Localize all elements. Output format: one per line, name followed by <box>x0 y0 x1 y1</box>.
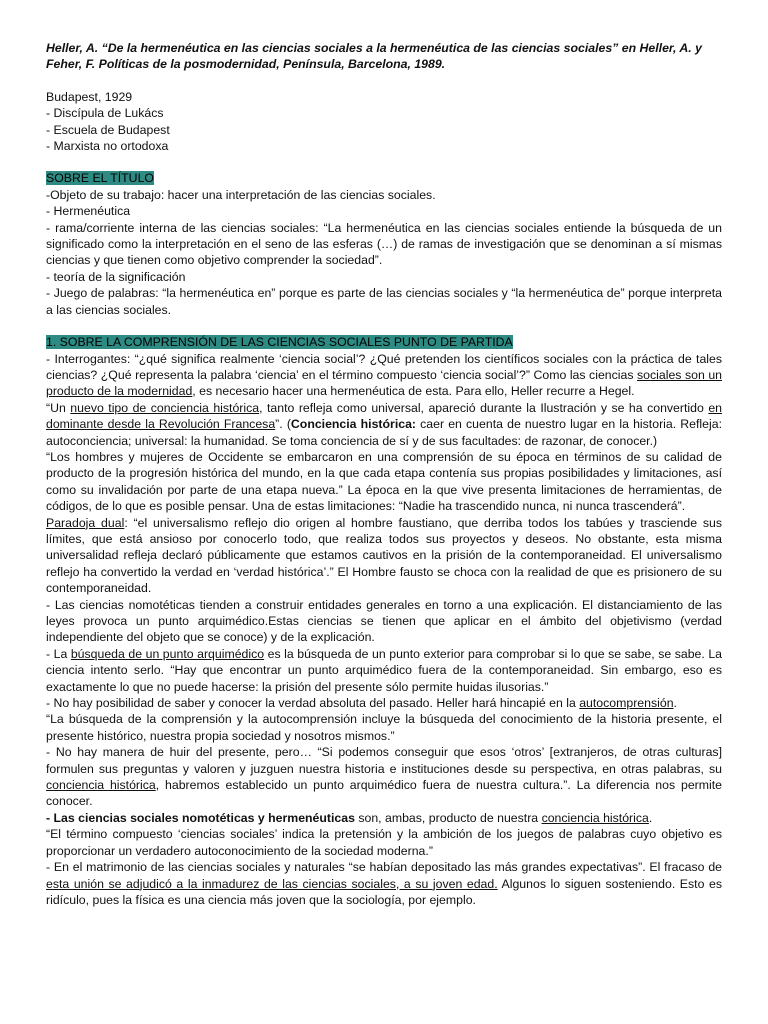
underlined-text: nuevo tipo de conciencia histórica <box>70 400 260 415</box>
text-run: Algunos lo siguen sosteniendo. Esto es ridículo, pues la física es una ciencia más joven que la sociología, por ejemplo. <box>46 876 722 907</box>
underlined-text: sociales son un producto de la modernidad <box>46 367 722 399</box>
paragraph <box>46 695 722 711</box>
bibliographic-reference: Heller, A. “De la hermenéutica en las ciencias sociales a la hermenéutica de las ciencias sociales” en Heller, A. y Feher, F. Políticas de la posmodernidad, Península, Barcelona, 1989. <box>46 41 702 72</box>
paragraph: - Las ciencias nomotéticas tienden a construir entidades generales en torno a una explicación. El distanciamiento de las leyes provoca un punto arquimédico.Estas ciencias se tienen que aplicar en el ámbito del objetivismo (verdad independiente del objeto que se conoce) y de la explicación. <box>46 597 722 645</box>
paragraph <box>46 744 722 810</box>
text-run: . <box>673 696 677 711</box>
section-comprension <box>46 334 722 908</box>
underlined-text: en dominante desde la Revolución Francesa <box>46 400 722 432</box>
text-run: , habremos establecido un punto arquimédico fuera de nuestra cultura.”. La diferencia nos permite conocer. <box>46 778 722 809</box>
paragraph: - Juego de palabras: “la hermenéutica en” porque es parte de las ciencias sociales y “la hermenéutica de” porque interpreta a las ciencias sociales. <box>46 286 722 317</box>
paragraph: -Objeto de su trabajo: hacer una interpretación de las ciencias sociales. <box>46 187 436 202</box>
paragraph: “El término compuesto ‘ciencias sociales’ indica la pretensión y la ambición de los juegos de palabras cuyo objetivo es proporcionar un verdadero autoconocimiento de la sociedad moderna.” <box>46 827 722 858</box>
underlined-text: conciencia histórica <box>541 810 649 825</box>
underlined-text: Paradoja dual <box>46 515 125 530</box>
underlined-text: búsqueda de un punto arquimédico <box>70 646 265 661</box>
intro-line: - Discípula de Lukács <box>46 106 164 121</box>
text-run: , tanto refleja como universal, apareció durante la Ilustración y se ha convertido <box>259 400 709 415</box>
text-run: : “el universalismo reflejo dio origen al hombre faustiano, que derriba todos los tabúes y trasciende sus límites, que está ansioso por conocerlo todo, que realiza todos sus proyectos y deseos. No obstante, esta misma universalidad refleja declaró públicamente que estamos cautivos en la prisión de la contemporaneidad. El universalismo reflejo ha convertido la verdad en ‘verdad histórica’.” El Hombre fausto se choca con la realidad de que es prisionero de su contemporaneidad. <box>46 515 723 596</box>
section-heading <box>46 170 722 186</box>
text-run: “Un <box>46 400 71 415</box>
paragraph: “La búsqueda de la comprensión y la autocomprensión incluye la búsqueda del conocimiento de la historia presente, el presente histórico, nuestra propia sociedad y nosotros mismos.” <box>46 712 722 743</box>
text-run: es la búsqueda de un punto exterior para comprobar si lo que se sabe, se sabe. La ciencia intento serlo. “Hay que encontrar un punto arquimédico fuera de la contemporaneidad. Sin embargo, eso es exactamente lo que no puede hacerse: la prisión del presente sólo permite huidas ilusorias.” <box>46 646 723 694</box>
underlined-text: autocomprensión <box>579 696 674 711</box>
text-run: - En el matrimonio de las ciencias sociales y naturales “se habían depositado las más grandes expectativas”. El fracaso de <box>46 860 722 875</box>
paragraph <box>46 515 722 597</box>
paragraph: - Hermenéutica <box>46 204 131 219</box>
text-run: son, ambas, producto de nuestra <box>354 810 542 825</box>
text-run: - Interrogantes: “¿qué significa realmente ‘ciencia social’? ¿Qué pretenden los científicos sociales con la práctica de tales ciencias? ¿Qué representa la palabra ‘ciencia’ en el término compuesto ‘ciencia social’?” Como las ciencias <box>46 351 722 382</box>
underlined-text: esta unión se adjudicó a la inmadurez de las ciencias sociales, a su joven edad. <box>46 876 498 891</box>
text-run: ”. ( <box>275 417 291 432</box>
intro-line: Budapest, 1929 <box>46 89 133 104</box>
paragraph: - teoría de la significación <box>46 269 186 284</box>
underlined-text: conciencia histórica <box>46 778 156 793</box>
section-heading <box>46 334 722 350</box>
paragraph <box>46 646 722 695</box>
section-title <box>46 170 722 318</box>
text-run: caer en cuenta de nuestro lugar en la historia. Refleja: autoconciencia; universal: la humanidad. Se toma conciencia de sí y de sus facultades: de razonar, de conocer.) <box>46 417 722 448</box>
paragraph <box>46 859 722 908</box>
bold-text: - Las ciencias sociales nomotéticas y hermenéuticas <box>46 810 355 825</box>
paragraph <box>46 351 722 400</box>
text-run: , es necesario hacer una hermenéutica de esta. Para ello, Heller recurre a Hegel. <box>192 384 635 399</box>
paragraph: “Los hombres y mujeres de Occidente se embarcaron en una comprensión de su época en términos de su calidad de producto de la progresión histórica del mundo, en la que cada etapa contenía sus propias posibilidades y limitaciones, así como su invalidación por parte de una etapa nueva.” La época en la que vive presenta limitaciones de herramientas, de códigos, de lo que es posible pensar. Una de estas limitaciones: “Nadie ha trascendido nunca, ni nunca trascenderá”. <box>46 449 722 514</box>
paragraph: - rama/corriente interna de las ciencias sociales: “La hermenéutica en las ciencias sociales entiende la búsqueda de un significado como la interpretación en el seno de las esferas (…) de ramas de investigación que se denominan a sí mismas ciencias y que tienen como objetivo comprender la sociedad”. <box>46 220 722 268</box>
paragraph <box>46 810 722 826</box>
text-run: - No hay posibilidad de saber y conocer la verdad absoluta del pasado. Heller hará hincapié en la <box>46 696 580 711</box>
paragraph <box>46 400 722 449</box>
intro-line: - Marxista no ortodoxa <box>46 139 169 154</box>
text-run: - La <box>46 646 71 661</box>
bold-text: Conciencia histórica: <box>290 417 417 432</box>
intro-line: - Escuela de Budapest <box>46 122 170 137</box>
section-heading-highlight: 1. SOBRE LA COMPRENSIÓN DE LAS CIENCIAS SOCIALES PUNTO DE PARTIDA <box>46 335 513 350</box>
author-intro <box>46 89 722 155</box>
text-run: - No hay manera de huir del presente, pero… “Si podemos conseguir que esos ‘otros’ [extranjeros, de otras culturas] formulen sus preguntas y valoren y juzguen nuestra historia e instituciones desde su perspectiva, en otras palabras, su <box>46 745 722 776</box>
text-run: . <box>648 810 653 825</box>
section-heading-highlight: SOBRE EL TÍTULO <box>46 171 154 186</box>
